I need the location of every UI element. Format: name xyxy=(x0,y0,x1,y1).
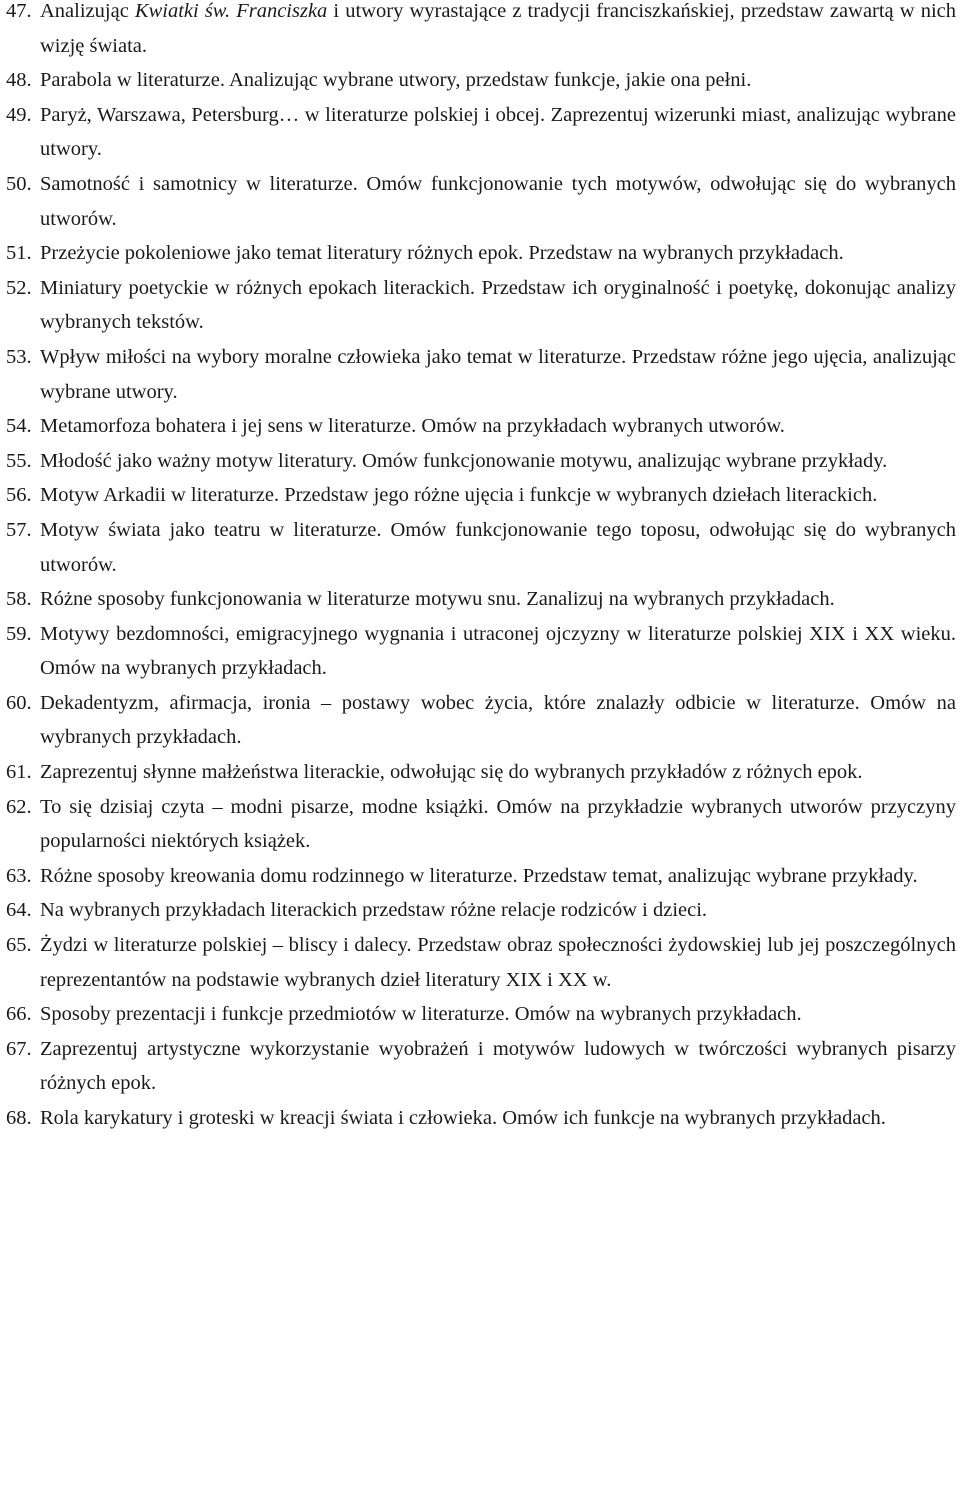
topic-text: Sposoby prezentacji i funkcje przedmiotów w literaturze. Omów na wybranych przykładach. xyxy=(40,1003,802,1026)
topic-number: 49. xyxy=(6,103,32,126)
topic-text: Samotność i samotnicy w literaturze. Omów funkcjonowanie tych motywów, odwołując się do wybranych utworów. xyxy=(40,172,956,230)
list-item xyxy=(6,755,956,790)
list-item xyxy=(6,0,956,63)
topic-text: Parabola w literaturze. Analizując wybrane utwory, przedstaw funkcje, jakie ona pełni. xyxy=(40,69,752,92)
topic-number: 50. xyxy=(6,172,32,195)
topic-text: Analizując xyxy=(40,0,135,22)
topic-title-italic: Kwiatki św. Franciszka xyxy=(134,0,328,22)
topic-text: Paryż, Warszawa, Petersburg… w literaturze polskiej i obcej. Zaprezentuj wizerunki miast, analizując wybrane utwory. xyxy=(40,103,956,161)
list-item xyxy=(6,859,956,894)
topic-number: 53. xyxy=(6,345,32,368)
topic-text: Różne sposoby kreowania domu rodzinnego w literaturze. Przedstaw temat, analizując wybrane przykłady. xyxy=(40,864,918,887)
topic-number: 60. xyxy=(6,691,32,714)
topic-number: 51. xyxy=(6,242,32,265)
topic-number: 57. xyxy=(6,518,32,541)
topic-text: Na wybranych przykładach literackich przedstaw różne relacje rodziców i dzieci. xyxy=(40,899,708,922)
list-item xyxy=(6,1032,956,1101)
list-item xyxy=(6,63,956,98)
topic-number: 65. xyxy=(6,934,32,957)
topic-list xyxy=(6,0,956,1136)
topic-number: 58. xyxy=(6,588,32,611)
list-item xyxy=(6,271,956,340)
topic-text: Różne sposoby funkcjonowania w literaturze motywu snu. Zanalizuj na wybranych przykładach. xyxy=(40,588,835,611)
topic-number: 55. xyxy=(6,449,32,472)
list-item xyxy=(6,409,956,444)
topic-text: Motyw Arkadii w literaturze. Przedstaw jego różne ujęcia i funkcje w wybranych dziełach literackich. xyxy=(40,484,878,507)
list-item xyxy=(6,167,956,236)
topic-text: Młodość jako ważny motyw literatury. Omów funkcjonowanie motywu, analizując wybrane przykłady. xyxy=(40,449,888,472)
topic-number: 64. xyxy=(6,899,32,922)
list-item xyxy=(6,340,956,409)
list-item xyxy=(6,98,956,167)
list-item xyxy=(6,617,956,686)
topic-text: Metamorfoza bohatera i jej sens w literaturze. Omów na przykładach wybranych utworów. xyxy=(40,415,785,438)
list-item xyxy=(6,1101,956,1136)
topic-number: 67. xyxy=(6,1037,32,1060)
list-item xyxy=(6,444,956,479)
topic-text: To się dzisiaj czyta – modni pisarze, modne książki. Omów na przykładzie wybranych utworów przyczyny popularności niektórych książek. xyxy=(40,795,956,853)
list-item xyxy=(6,893,956,928)
topic-text: Motyw świata jako teatru w literaturze. Omów funkcjonowanie tego toposu, odwołując się do wybranych utworów. xyxy=(40,518,956,576)
topic-text: Zaprezentuj słynne małżeństwa literackie, odwołując się do wybranych przykładów z różnych epok. xyxy=(40,761,863,784)
list-item xyxy=(6,478,956,513)
topic-text: Przeżycie pokoleniowe jako temat literatury różnych epok. Przedstaw na wybranych przykładach. xyxy=(40,242,844,265)
list-item xyxy=(6,928,956,997)
topic-text: Miniatury poetyckie w różnych epokach literackich. Przedstaw ich oryginalność i poetykę, dokonując analizy wybranych tekstów. xyxy=(40,276,956,334)
topic-number: 68. xyxy=(6,1107,32,1129)
list-item xyxy=(6,582,956,617)
topic-number: 61. xyxy=(6,761,32,784)
list-item xyxy=(6,790,956,859)
list-item xyxy=(6,513,956,582)
topic-number: 56. xyxy=(6,484,32,507)
topic-number: 54. xyxy=(6,415,32,438)
topic-number: 47. xyxy=(6,0,32,22)
topic-number: 52. xyxy=(6,276,32,299)
topic-number: 66. xyxy=(6,1003,32,1026)
topic-number: 48. xyxy=(6,69,32,92)
topic-number: 63. xyxy=(6,864,32,887)
list-item xyxy=(6,686,956,755)
list-item xyxy=(6,236,956,271)
topic-text: Wpływ miłości na wybory moralne człowieka jako temat w literaturze. Przedstaw różne jego ujęcia, analizując wybrane utwory. xyxy=(40,345,956,403)
topic-text: Zaprezentuj artystyczne wykorzystanie wyobrażeń i motywów ludowych w twórczości wybranych pisarzy różnych epok. xyxy=(40,1037,956,1095)
topic-text: Motywy bezdomności, emigracyjnego wygnania i utraconej ojczyzny w literaturze polskiej XIX i XX wieku. Omów na wybranych przykładach. xyxy=(40,622,956,680)
topic-text: Dekadentyzm, afirmacja, ironia – postawy wobec życia, które znalazły odbicie w literaturze. Omów na wybranych przykładach. xyxy=(40,691,956,749)
list-item xyxy=(6,997,956,1032)
topic-text: Żydzi w literaturze polskiej – bliscy i dalecy. Przedstaw obraz społeczności żydowskiej lub jej poszczególnych reprezentantów na podstawie wybranych dzieł literatury XIX i XX w. xyxy=(40,934,956,991)
topic-text: Rola karykatury i groteski w kreacji świata i człowieka. Omów ich funkcje na wybranych przykładach. xyxy=(40,1107,886,1129)
topic-number: 59. xyxy=(6,622,32,645)
topic-number: 62. xyxy=(6,795,32,818)
topic-text: i utwory wyrastające z tradycji franciszkańskiej, przedstaw zawartą w nich wizję świata. xyxy=(40,0,957,57)
